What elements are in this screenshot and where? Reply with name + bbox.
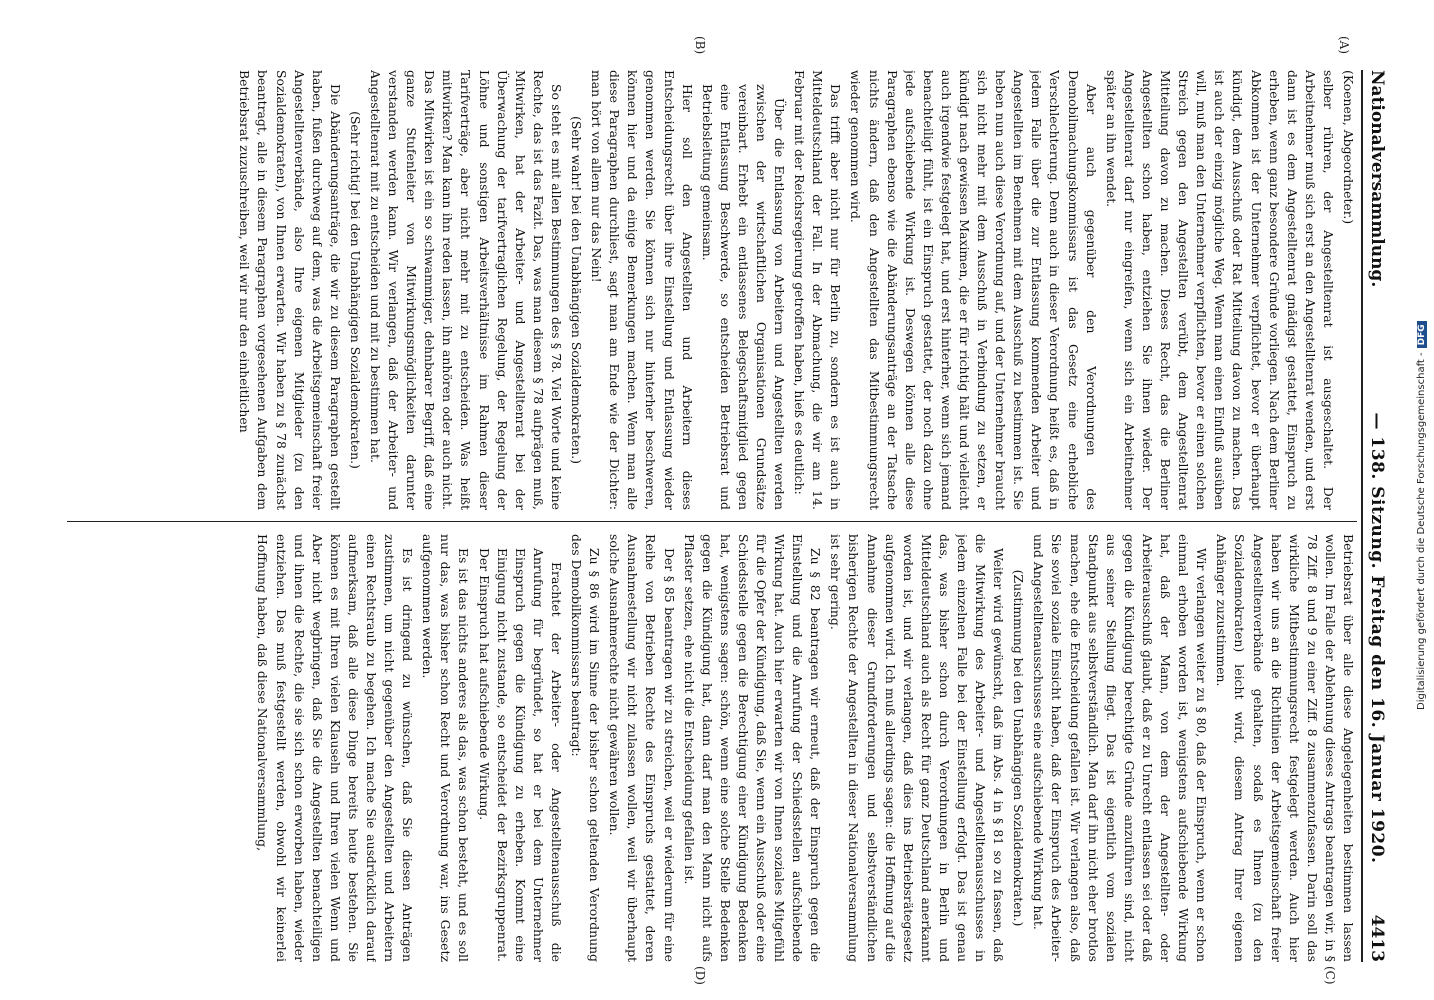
paragraph: Aber auch gegenüber den Verordnungen des Demobilmachungskommissars ist das Gesetz eine erhebliche Verschlechterung. Denn auch in dieser Verordnung heißt es, daß in jedem Falle über die zur Entlassung kommenden Arbeiter und Angestellten im Benehmen mit dem Ausschuß zu bestimmen ist. Sie heben nun auch diese Verordnung auf, und der Unternehmer braucht sich nicht mehr mit dem Ausschuß in Verbindung zu setzen, er kündigt nach gewissen Maximen, die er für richtig hält und vielleicht auch irgendwie festgelegt hat, und erst hinterher, wenn sich jemand benachteiligt fühlt, ist ein Einspruch gestattet, der noch dazu ohne jede aufschiebende Wirkung ist. Deswegen können alle diese Paragraphen ebenso wie die Abänderungsanträge an der Tatsache nichts ändern, daß den Angestellten das Mitbestimmungsrecht wieder genommen wird. (848, 70, 1099, 510)
paragraph: Wir verlangen weiter zu § 80, daß der Einspruch, wenn er schon einmal erhoben worden ist, wenigstens aufschiebende Wirkung hat, daß der Mann, von dem der Angestellten- oder Arbeiterausschuß glaubt, daß er zu Unrecht entlassen sei oder daß gegen die Kündigung berechtigte Gründe anzuführen sind, nicht aus seiner Stellung fliegt. Das ist eigentlich vom sozialen Standpunkt aus selbstverständlich. Man darf ihn nicht eher brotlos machen, ehe die Entscheidung gefallen ist. Wir verlangen also, daß Sie soviel soziale Einsicht haben, daß der Einspruch des Arbeiter- und Angestelltenausschusses eine aufschiebende Wirkung hat. (1031, 534, 1210, 962)
dfg-logo: DFG (1417, 321, 1427, 348)
margin-marker-a: (A) (1337, 36, 1351, 55)
paragraph: So steht es mit allen Bestimmungen des § 78. Viel Worte und keine Rechte, das ist das Fazit. Das, was man diesem § 78 aufprägen muß, Mitwirken, hat der Arbeiter- und Angestelltenrat bei der Überwachung der tarifvertraglichen Regelung, der Regelung der Löhne und sonstigen Arbeitsverhältnisse im Rahmen dieser Tarifverträge, aber nicht mehr mit zu entscheiden. Was heißt mitwirken? Man kann ihn reden lassen, ihn anhören oder auch nicht. Das Mitwirken ist ein so schwammiger, dehnbarer Begriff, daß eine ganze Stufenleiter von Mitwirkungsmöglichkeiten darunter verstanden werden kann. Wir verlangen, daß der Arbeiter- und Angestelltenrat mit zu entscheiden und mit zu bestimmen hat. (368, 70, 564, 510)
column-divider (67, 521, 1357, 522)
digitization-credit (1416, 0, 1432, 1000)
quoted-paragraph: Erachtet der Arbeiter- oder Angestelltenausschuß die Anrufung für begründet, so hat er bei dem Unternehmer Einspruch gegen die Kündigung zu erheben. Kommt eine Einigung nicht zustande, so entscheidet der Bezirksgruppenrat. Der Einspruch hat aufschiebende Wirkung. (476, 548, 564, 962)
rotated-document-page (57, 22, 1407, 985)
paragraph: Es ist das nichts anderes als das, was schon besteht, und es soll nur das, was bisher schon Recht und Verordnung war, ins Gesetz aufgenommen werden. (420, 534, 472, 962)
paragraph: Es ist dringend zu wünschen, daß Sie diesen Anträgen zustimmen, um nicht gegenüber den Angestellten und Arbeitern einen Rechtsraub zu begehen. Ich mache Sie ausdrücklich darauf aufmerksam, daß alle diese Dinge bereits heute bestehen. Sie können es mit Ihren vielen Klauseln und Ihren vielen Wenn und Aber nicht wegbringen, daß Sie die Angestellten benachteiligen und ihnen die Rechte, die sie sich schon erworben haben, wieder entziehen. Das muß festgestellt werden, obwohl wir keinerlei Hoffnung haben, daß diese Nationalversammlung, (255, 534, 416, 962)
interjection: (Sehr wahr! bei den Unabhängigen Sozialdemokraten.) (569, 116, 585, 464)
interjection: (Zustimmung bei den Unabhängigen Sozialdemokraten.) (1011, 569, 1027, 927)
paragraph: Weiter wird gewünscht, daß im Abs. 4 in § 81 so zu fassen, daß die Mitwirkung des Arbeiter- und Angestelltenausschusses in jedem einzelnen Falle bei der Einstellung erfolgt. Das ist genau das, was bisher schon durch Verordnungen in Berlin und Mitteldeutschland auch als Recht für ganz Deutschland anerkannt worden ist, und wir verlangen, daß dies ins Betriebsrätegesetz aufgenommen wird. Ich muß allerdings sagen: die Hoffnung auf die Annahme dieser Grundforderungen und selbstverständlichen bisherigen Rechte der Angestellten in dieser Nationalversammlung ist sehr gering. (828, 534, 1007, 962)
paragraph: Hier soll den Angestellten und Arbeitern dieses Entscheidungsrecht über ihre Einstellung und Entlassung wieder genommen werden. Sie können sich nur hinterher beschweren, können hier und da einige Bemerkungen machen. Wenn man alle diese Paragraphen durchliest, sagt man am Ende wie der Dichter: man hört von allem nur das Nein! (589, 70, 695, 510)
paragraph: selber rühren, der Angestelltenrat ist ausgeschaltet. Der Arbeitnehmer muß sich erst an den Angestelltenrat wenden, und erst dann ist es dem Angestelltenrat gnädigst gestattet, Einspruch zu erheben, wenn ganz besondere Gründe vorliegen. Nach dem Berliner Abkommen ist der Unternehmer verpflichtet, bevor er überhaupt kündigt, dem Ausschuß oder Rat Mitteilung davon zu machen. Das ist auch der einzig mögliche Weg. Wenn man einen Einfluß ausüben will, muß man den Unternehmer verpflichten, bevor er einen solchen Streich gegen den Angestellten verübt, dem Angestelltenrat Mitteilung davon zu machen. Dieses Recht, das die Berliner Angestellten schon haben, entziehen Sie ihnen wieder. Der Angestelltenrat darf nur eingreifen, wenn sich ein Arbeitnehmer später an ihn wendet. (1103, 70, 1336, 510)
margin-marker-c: (C) (1323, 966, 1337, 985)
paragraph: Der § 85 beantragen wir zu streichen, weil er wiederum für eine Reihe von Betrieben Rechte des Einspruchs gestattet, deren Ausnahmestellung wir nicht zulassen wollen, weil wir überhaupt solche Ausnahmerechte nicht gewähren wollen. (607, 534, 677, 962)
page-header (1361, 70, 1407, 962)
page-number: 4413 (1367, 914, 1387, 962)
quoted-paragraph: Über die Entlassung von Arbeitern und Angestellten werden zwischen der wirtschaftlichen Organisationen Grundsätze vereinbart. Erhebt ein entlassenes Belegschaftsmitglied gegen eine Entlassung Beschwerde, so entscheiden Betriebsrat und Betriebsleitung gemeinsam. (699, 84, 788, 510)
assembly-title: Nationalversammlung. (1367, 70, 1387, 288)
left-text-column (67, 70, 1357, 510)
paragraph: Die Abänderungsanträge, die wir zu diesem Paragraphen gestellt haben, fußen durchweg auf dem, was die Arbeitsgemeinschaft freier Angestelltenverbände, also Ihre eigenen Mitglieder (zu den Sozialdemokraten), von Ihnen erwarten. Wir haben zu § 78 zunächst beantragt, alle in diesem Paragraphen vorgesehenen Aufgaben dem Betriebsrat zuzuschreiben, weil wir nur den einheitlichen (237, 70, 343, 510)
margin-marker-d: (D) (693, 966, 707, 985)
credit-text: Digitalisierung gefördert durch die Deutsche Forschungsgemeinschaft - (1416, 352, 1427, 710)
paragraph: Das trifft aber nicht nur für Berlin zu, sondern es ist auch in Mitteldeutschland der Fall. In der Abmachung, die wir am 14. Februar mit der Reichsregierung getroffen haben, hieß es deutlich: (792, 70, 844, 510)
paragraph: Zu § 86 wird im Sinne der bisher schon geltenden Verordnung des Demobilkommissars beantragt: (569, 534, 603, 962)
paragraph: Zu § 82 beantragen wir erneut, daß der Einspruch gegen die Einstellung und die Anrufung der Schiedsstellen aufschiebende Wirkung hat. Auch hier erwarten wir von Ihnen soziales Mitgefühl für die Opfer der Kündigung, daß Sie, wenn ein Ausschuß oder eine Schiedsstelle gegen die Berechtigung einer Kündigung Bedenken hat, wenigstens sagen: schön, wenn eine solche Stelle Bedenken gegen die Kündigung hat, dann darf man den Mann nicht aufs Pflaster setzen, ehe nicht die Entscheidung gefallen ist. (681, 534, 824, 962)
margin-marker-b: (B) (693, 36, 707, 55)
interjection: (Sehr richtig! bei den Unabhängigen Sozialdemokraten.) (347, 111, 363, 469)
session-date-line: — 138. Sitzung. Freitag den 16. Januar 1920. (1367, 412, 1387, 864)
right-text-column (67, 534, 1357, 962)
speaker-line: (Koenen, Abgeordneter.) (1341, 70, 1356, 225)
paragraph: Betriebsrat über alle diese Angelegenheiten bestimmen lassen wollen. Im Falle der Ablehnung dieses Antrags beantragen wir, in § 78 Ziff. 8 und 9 zu einer Ziff. 8 zusammenzufassen. Darin soll das wirkliche Mitbestimmungsrecht festgelegt werden. Auch hier haben wir uns an die Richtlinien der Arbeitsgemeinschaft freier Angestelltenverbände gehalten, sodaß es Ihnen (zu den Sozialdemokraten) leicht wird, diesem Antrag Ihrer eigenen Anhänger zuzustimmen. (1214, 534, 1356, 962)
